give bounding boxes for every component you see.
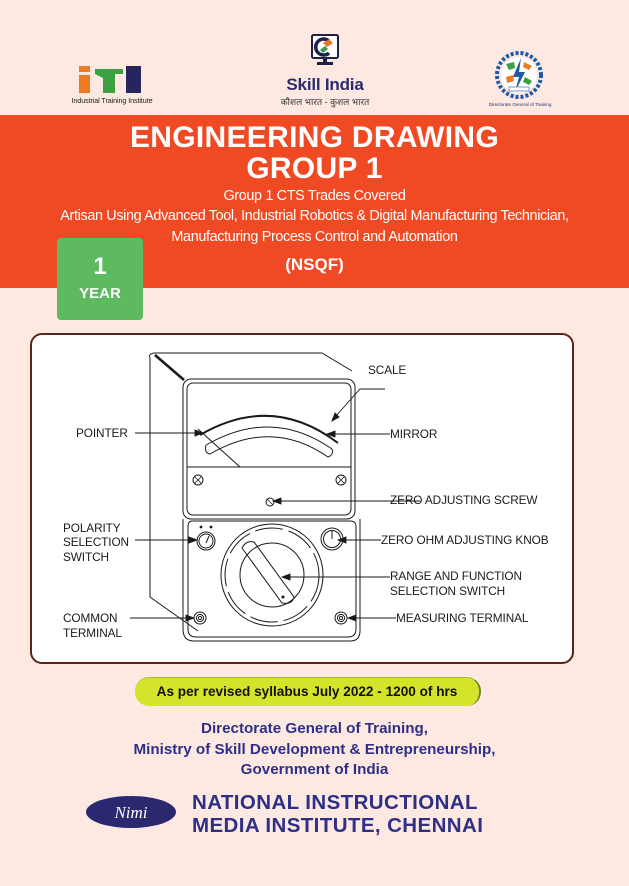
mirror-arc-lower bbox=[210, 437, 333, 457]
monitor-icon bbox=[311, 34, 339, 68]
label-pointer: POINTER bbox=[76, 426, 128, 440]
case-bevel-edge bbox=[155, 355, 184, 380]
skill-india-title: Skill India bbox=[286, 75, 364, 94]
case-top-edge bbox=[150, 353, 353, 371]
label-zero-adjusting-screw: ZERO ADJUSTING SCREW bbox=[390, 493, 538, 507]
label-zero-ohm-knob: ZERO OHM ADJUSTING KNOB bbox=[381, 533, 549, 547]
label-common-line1: COMMON bbox=[63, 611, 118, 625]
iti-logo-mark bbox=[79, 66, 141, 93]
nimi-logo bbox=[85, 795, 177, 829]
label-range-line2: SELECTION SWITCH bbox=[390, 584, 506, 598]
label-mirror: MIRROR bbox=[390, 427, 438, 441]
case-left-edge bbox=[150, 358, 198, 631]
dgt-caption: Directorate General of Training bbox=[488, 102, 552, 107]
duration-number: 1 bbox=[93, 253, 107, 280]
nimi-name-line2: MEDIA INSTITUTE, CHENNAI bbox=[192, 814, 484, 837]
label-common-line2: TERMINAL bbox=[63, 626, 122, 640]
trades-heading: Group 1 CTS Trades Covered bbox=[223, 188, 406, 204]
meter-panel-inner bbox=[187, 383, 351, 515]
scale-arc bbox=[200, 416, 338, 443]
label-range-line1: RANGE AND FUNCTION bbox=[390, 569, 522, 583]
publisher-line1: Directorate General of Training, bbox=[200, 720, 429, 737]
label-scale: SCALE bbox=[368, 363, 407, 377]
publisher-line2: Ministry of Skill Development & Entrepreneurship, bbox=[133, 741, 496, 758]
nsqf-label: (NSQF) bbox=[285, 255, 344, 274]
dgt-logo bbox=[484, 50, 556, 110]
svg-text:Nimi: Nimi bbox=[114, 803, 148, 822]
measuring-terminal-outer bbox=[335, 612, 347, 624]
book-title: ENGINEERING DRAWING bbox=[129, 121, 500, 154]
label-polarity-line3: SWITCH bbox=[63, 550, 109, 564]
skill-india-logo bbox=[272, 32, 378, 108]
nimi-name-line1: NATIONAL INSTRUCTIONAL bbox=[192, 791, 478, 814]
common-terminal-outer bbox=[194, 612, 206, 624]
syllabus-banner: As per revised syllabus July 2022 - 1200 of hrs bbox=[135, 677, 481, 706]
scale-leader bbox=[335, 389, 385, 417]
pointer-needle bbox=[198, 429, 240, 467]
skill-india-tagline: कौशल भारत - कुशल भारत bbox=[280, 97, 370, 107]
label-polarity-line2: SELECTION bbox=[63, 535, 129, 549]
multimeter-diagram-card bbox=[30, 333, 574, 664]
control-panel-rim bbox=[183, 519, 360, 641]
label-polarity-line1: POLARITY bbox=[63, 521, 121, 535]
label-measuring-terminal: MEASURING TERMINAL bbox=[396, 611, 529, 625]
duration-badge bbox=[57, 238, 143, 320]
polarity-switch-outer bbox=[197, 532, 215, 550]
publisher-line3: Government of India bbox=[240, 761, 389, 778]
iti-logo bbox=[60, 66, 164, 110]
trades-list-line1: Artisan Using Advanced Tool, Industrial Robotics & Digital Manufacturing Technician, bbox=[60, 208, 569, 224]
trades-list-line2: Manufacturing Process Control and Automation bbox=[171, 229, 458, 245]
duration-unit: YEAR bbox=[79, 285, 121, 302]
control-panel-outer bbox=[188, 521, 356, 637]
iti-caption: Industrial Training Institute bbox=[71, 96, 153, 105]
dgt-gear-emblem-icon bbox=[494, 50, 544, 100]
book-group: GROUP 1 bbox=[246, 152, 383, 185]
range-switch-knob bbox=[242, 542, 294, 604]
range-switch-ring-outer bbox=[221, 524, 323, 626]
mirror-arc-upper bbox=[206, 427, 332, 449]
